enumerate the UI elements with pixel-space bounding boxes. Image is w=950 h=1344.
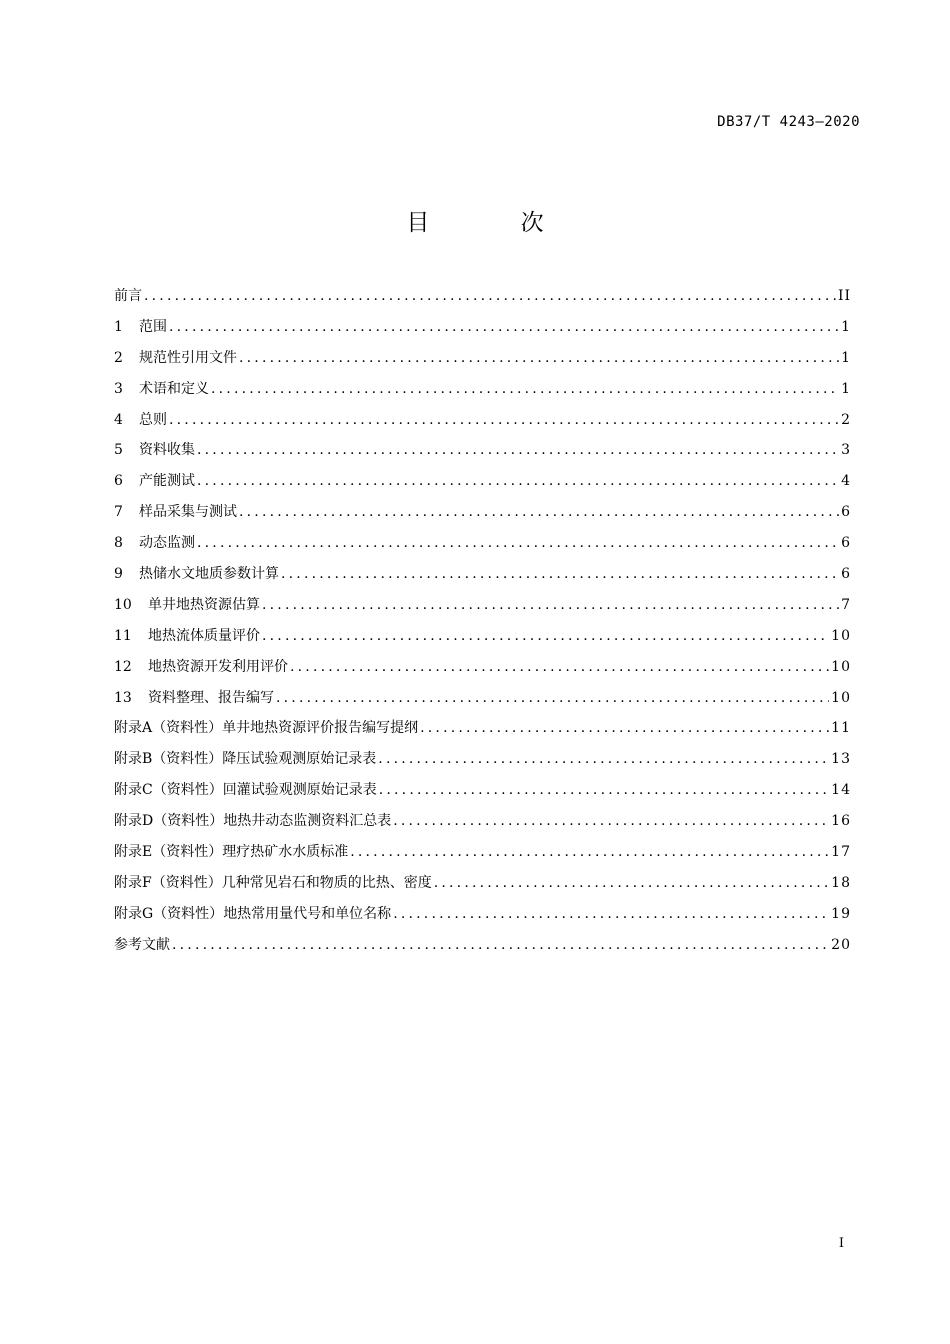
toc-leader-dots [262, 590, 839, 621]
toc-entry-label: 理疗热矿水水质标准 [222, 844, 349, 861]
toc-entry-page: 1 [841, 380, 851, 397]
toc-leader-dots [276, 683, 829, 714]
toc-entry-3[interactable] [114, 374, 851, 405]
toc-entry-number: 8 [114, 535, 123, 552]
toc-entry-number: 10 [114, 596, 132, 613]
document-code: DB37/T 4243—2020 [717, 114, 860, 130]
toc-entry-appendix-a[interactable] [114, 713, 851, 744]
page-title: 目 次 [406, 210, 586, 236]
toc-entry-page: 1 [841, 318, 851, 335]
toc-entry-label: 规范性引用文件 [139, 349, 237, 366]
toc-entry-label: 几种常见岩石和物质的比热、密度 [221, 874, 432, 891]
toc-entry-5[interactable] [114, 435, 851, 466]
toc-leader-dots [169, 405, 839, 436]
toc-entry-label: 地热井动态监测资料汇总表 [223, 813, 392, 830]
toc-entry-page: 6 [841, 504, 851, 521]
toc-entry-number: 7 [114, 504, 123, 521]
toc-leader-dots [239, 497, 839, 528]
toc-entry-appendix-f[interactable] [114, 868, 851, 899]
toc-entry-label: 地热常用量代号和单位名称 [223, 905, 392, 922]
toc-appendix-number: 附录A（资料性） [114, 720, 223, 737]
toc-leader-dots [262, 621, 829, 652]
toc-entry-label: 总则 [139, 411, 167, 428]
toc-entry-label: 回灌试验观测原始记录表 [222, 782, 377, 799]
toc-appendix-number: 附录B（资料性） [114, 751, 223, 768]
toc-leader-dots [239, 343, 839, 374]
toc-entry-12[interactable] [114, 652, 851, 683]
table-of-contents [114, 281, 851, 961]
toc-entry-page: II [837, 288, 851, 304]
toc-entry-11[interactable] [114, 621, 851, 652]
toc-entry-appendix-e[interactable] [114, 837, 851, 868]
toc-entry-page: 20 [831, 936, 851, 953]
toc-entry-2[interactable] [114, 343, 851, 374]
toc-entry-appendix-c[interactable] [114, 775, 851, 806]
toc-entry-page: 1 [841, 349, 851, 366]
toc-entry-page: 4 [841, 473, 851, 490]
toc-entry-number: 2 [114, 349, 123, 366]
toc-entry-page: 10 [831, 627, 851, 644]
toc-entry-appendix-g[interactable] [114, 899, 851, 930]
toc-entry-4[interactable] [114, 405, 851, 436]
toc-entry-number: 12 [114, 658, 132, 675]
toc-leader-dots [281, 559, 839, 590]
toc-entry-page: 11 [831, 720, 851, 737]
toc-appendix-number: 附录D（资料性） [114, 813, 224, 830]
toc-entry-label: 单井地热资源评价报告编写提纲 [222, 720, 419, 737]
toc-entry-13[interactable] [114, 683, 851, 714]
toc-leader-dots [350, 837, 829, 868]
toc-entry-label: 资料收集 [139, 442, 195, 459]
toc-entry-label: 术语和定义 [139, 380, 209, 397]
toc-leader-dots [172, 930, 829, 961]
toc-entry-number: 5 [114, 442, 123, 459]
toc-entry-label: 参考文献 [114, 936, 170, 953]
toc-entry-8[interactable] [114, 528, 851, 559]
toc-entry-label: 地热流体质量评价 [148, 627, 260, 644]
toc-entry-number: 13 [114, 689, 132, 706]
toc-entry-number: 11 [114, 627, 132, 644]
toc-entry-page: 6 [841, 535, 851, 552]
toc-entry-page: 19 [831, 905, 851, 922]
toc-entry-page: 16 [831, 813, 851, 830]
toc-leader-dots [420, 713, 829, 744]
toc-entry-page: 2 [841, 411, 851, 428]
toc-entry-label: 资料整理、报告编写 [148, 689, 274, 706]
toc-entry-references[interactable] [114, 930, 851, 961]
toc-entry-number: 3 [114, 380, 123, 397]
toc-entry-label: 前言 [114, 288, 142, 304]
toc-entry-label: 地热资源开发利用评价 [148, 658, 288, 675]
toc-entry-6[interactable] [114, 466, 851, 497]
toc-appendix-number: 附录E（资料性） [114, 844, 223, 861]
toc-entry-page: 14 [831, 782, 851, 799]
toc-entry-label: 单井地热资源估算 [148, 596, 260, 613]
toc-entry-label: 热储水文地质参数计算 [139, 566, 279, 583]
toc-leader-dots [197, 466, 839, 497]
toc-entry-label: 动态监测 [139, 535, 195, 552]
toc-entry-label: 降压试验观测原始记录表 [222, 751, 377, 768]
toc-leader-dots [197, 528, 839, 559]
toc-leader-dots [378, 744, 829, 775]
toc-appendix-number: 附录C（资料性） [114, 782, 223, 799]
toc-entry-number: 1 [114, 318, 123, 335]
toc-entry-appendix-b[interactable] [114, 744, 851, 775]
toc-leader-dots [211, 374, 839, 405]
toc-entry-page: 10 [831, 658, 851, 675]
toc-entry-10[interactable] [114, 590, 851, 621]
toc-entry-number: 4 [114, 411, 123, 428]
toc-entry-7[interactable] [114, 497, 851, 528]
toc-entry-page: 3 [841, 442, 851, 459]
toc-leader-dots [379, 775, 829, 806]
page-number: I [838, 1236, 844, 1251]
toc-entry-number: 9 [114, 566, 123, 583]
toc-leader-dots [434, 868, 829, 899]
toc-leader-dots [393, 899, 829, 930]
toc-leader-dots [144, 281, 836, 312]
toc-entry-label: 范围 [139, 318, 167, 335]
toc-entry-page: 17 [831, 844, 851, 861]
toc-entry-foreword[interactable] [114, 281, 851, 312]
toc-entry-page: 18 [831, 874, 851, 891]
toc-entry-label: 产能测试 [139, 473, 195, 490]
toc-appendix-number: 附录F（资料性） [114, 874, 222, 891]
toc-leader-dots [393, 806, 829, 837]
toc-entry-page: 13 [831, 751, 851, 768]
toc-leader-dots [197, 435, 839, 466]
toc-entry-9[interactable] [114, 559, 851, 590]
toc-entry-page: 7 [841, 596, 851, 613]
toc-entry-appendix-d[interactable] [114, 806, 851, 837]
toc-entry-page: 10 [831, 689, 851, 706]
toc-entry-number: 6 [114, 473, 123, 490]
toc-entry-label: 样品采集与测试 [139, 504, 237, 521]
toc-appendix-number: 附录G（资料性） [114, 905, 224, 922]
toc-leader-dots [290, 652, 829, 683]
toc-entry-page: 6 [841, 566, 851, 583]
toc-entry-1[interactable] [114, 312, 851, 343]
toc-leader-dots [169, 312, 839, 343]
